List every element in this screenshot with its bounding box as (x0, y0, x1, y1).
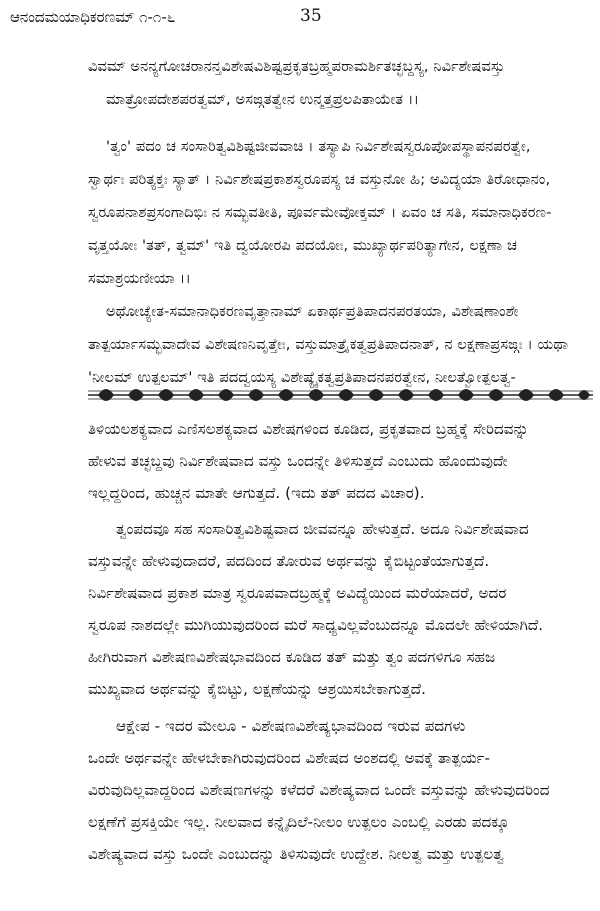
text-line: ಆಕ್ಷೇಪ - ಇದರ ಮೇಲೂ - ವಿಶೇಷಣವಿಶೇಷ್ಯಭಾವದಿಂದ ಇರುವ ಪದಗಳು (116, 717, 466, 735)
text-line: ತಿಳಿಯಲಶಕ್ಯವಾದ ಎಣಿಸಲಶಕ್ಯವಾದ ವಿಶೇಷಗಳಿಂದ ಕೂಡಿದ, ಪ್ರಕೃತವಾದ ಬ್ರಹ್ಮಕ್ಕೆ ಸೇರಿದವನ್ನು (88, 420, 529, 438)
text-line: ಸ್ವರೂಪನಾಶಪ್ರಸಂಗಾದಿಭಿಃ ನ ಸಮ್ಭವತೀತಿ, ಪೂರ್ವಮೇವೋಕ್ತಮ್ । ಏವಂ ಚ ಸತಿ, ಸಮಾನಾಧಿಕರಣ- (88, 204, 552, 221)
text-line: 'ನೀಲಮ್ ಉತ್ಪಲಮ್' ಇತಿ ಪದದ್ವಯಸ್ಯ ವಿಶೇಷ್ಯೈಕತ್ವಪ್ರತಿಪಾದನಪರತ್ವೇನ, ನೀಲತ್ವೋತ್ಪಲತ್ವ- (88, 369, 516, 386)
text-line: ವಸ್ತುವನ್ನೇ ಹೇಳುವುದಾದರೆ, ಪದದಿಂದ ತೋರುವ ಅರ್ಥವನ್ನು ಕೈಬಿಟ್ಟಂತೆಯಾಗುತ್ತದೆ. (88, 552, 490, 570)
text-line: ಅಥೋಚ್ಯೇತ-ಸಮಾನಾಧಿಕರಣವೃತ್ತಾನಾಮ್ ಏಕಾರ್ಥಪ್ರತಿಪಾದನಪರತಯಾ, ವಿಶೇಷಣಾಂಶೇ (106, 303, 519, 320)
text-line: ವಿವಮ್ ಅನನ್ಯಗೋಚರಾನನ್ತವಿಶೇಷವಿಶಿಷ್ಟಪ್ರಕೃತಬ್ರಹ್ಮಪರಾಮರ್ಶಿತಚ್ಛಬ್ದಸ್ಯ, ನಿರ್ವಿಶೇಷವಸ್ತು (88, 58, 505, 75)
text-line: ಲಕ್ಷಣೆಗೆ ಪ್ರಸಕ್ತಿಯೇ ಇಲ್ಲ. ನೀಲವಾದ ಕನ್ನೈದಿಲೆ-ನೀಲಂ ಉತ್ಪಲಂ ಎಂಬಲ್ಲಿ ಎರಡು ಪದಕ್ಕೂ (88, 813, 510, 831)
sanskrit-paragraph-2 (88, 130, 593, 295)
text-line: ತ್ವಂಪದವೂ ಸಹ ಸಂಸಾರಿತ್ವವಿಶಿಷ್ಟವಾದ ಜೀವವನ್ನೂ ಹೇಳುತ್ತದೆ. ಅದೂ ನಿರ್ವಿಶೇಷವಾದ (116, 520, 529, 538)
text-line: ಹೇಳುವ ತಚ್ಛಬ್ದವು ನಿರ್ವಿಶೇಷವಾದ ವಸ್ತು ಒಂದನ್ನೇ ತಿಳಿಸುತ್ತದೆ ಎಂಬುದು ಹೊಂದುವುದೇ (88, 452, 508, 470)
page-header (10, 6, 590, 32)
text-line: ವಿಶೇಷ್ಯವಾದ ವಸ್ತು ಒಂದೇ ಎಂಬುದನ್ನು ತಿಳಿಸುವುದೇ ಉದ್ದೇಶ. ನೀಲತ್ವ ಮತ್ತು ಉತ್ಪಲತ್ವ (88, 845, 504, 863)
kannada-paragraph-2 (88, 513, 593, 705)
text-line: ಸ್ವರೂಪ ನಾಶದಲ್ಲೇ ಮುಗಿಯುವುದರಿಂದ ಮರೆ ಸಾಧ್ಯವಿಲ್ಲವೆಂಬುದನ್ನೂ ಮೊದಲೇ ಹೇಳಿಯಾಗಿದೆ. (88, 616, 544, 634)
text-line: ಸಮಾಶ್ರಯಣೀಯಾ ।। (88, 270, 191, 287)
text-line: ವೃತ್ತಯೋಃ 'ತತ್, ತ್ವಮ್' ಇತಿ ದ್ವಯೋರಪಿ ಪದಯೋಃ, ಮುಖ್ಯಾರ್ಥಪರಿತ್ಯಾಗೇನ, ಲಕ್ಷಣಾ ಚ (88, 237, 518, 254)
text-line: ತಾತ್ಪರ್ಯಾಸಮ್ಭವಾದೇವ ವಿಶೇಷಣನಿವೃತ್ತೇಃ, ವಸ್ತುಮಾತ್ರೈಕತ್ವಪ್ರತಿಪಾದನಾತ್, ನ ಲಕ್ಷಣಾಪ್ರಸಙ್ಗಃ । ಯಥಾ (88, 336, 569, 353)
kannada-paragraph-1 (88, 413, 593, 509)
text-line: ಹೀಗಿರುವಾಗ ವಿಶೇಷಣವಿಶೇಷಭಾವದಿಂದ ಕೂಡಿದ ತತ್ ಮತ್ತು ತ್ವಂ ಪದಗಳಿಗೂ ಸಹಜ (88, 648, 496, 666)
sanskrit-paragraph-1 (88, 50, 593, 116)
text-line: ಇಲ್ಲದ್ದರಿಂದ, ಹುಚ್ಚನ ಮಾತೇ ಆಗುತ್ತದೆ. (ಇದು ತತ್ ಪದದ ವಿಚಾರ). (88, 484, 425, 502)
text-line: ಮಾತ್ರೋಪದೇಶಪರತ್ವಮ್, ಅಸಙ್ಗತತ್ವೇನ ಉನ್ಮತ್ತಪ್ರಲಪಿತಾಯೇತ ।। (106, 91, 420, 108)
decorative-divider-ornament (88, 380, 593, 410)
text-line: ವಿರುವುದಿಲ್ಲವಾದ್ದರಿಂದ ವಿಶೇಷಣಗಳನ್ನು ಕಳೆದರೆ ವಿಶೇಷ್ಯವಾದ ಒಂದೇ ವಸ್ತುವನ್ನು ಹೇಳುವುದರಿಂದ (88, 781, 550, 799)
text-line: 'ತ್ವಂ' ಪದಂ ಚ ಸಂಸಾರಿತ್ವವಿಶಿಷ್ಟಜೀವವಾಚಿ । ತಸ್ಯಾಪಿ ನಿರ್ವಿಶೇಷಸ್ವರೂಪೋಪಸ್ಥಾಪನಪರತ್ವೇ, (106, 138, 531, 155)
kannada-paragraph-3 (88, 710, 593, 870)
text-line: ಮುಖ್ಯವಾದ ಅರ್ಥವನ್ನು ಕೈಬಿಟ್ಟು, ಲಕ್ಷಣೆಯನ್ನು ಆಶ್ರಯಿಸಬೇಕಾಗುತ್ತದೆ. (88, 680, 426, 698)
text-line: ಸ್ವಾರ್ಥಃ ಪರಿತ್ಯಕ್ತಃ ಸ್ಯಾತ್ । ನಿರ್ವಿಶೇಷಪ್ರಕಾಶಸ್ವರೂಪಸ್ಯ ಚ ವಸ್ತುನೋ ಹಿ; ಅವಿದ್ಯಯಾ ತಿರೋಧಾನಂ, (88, 171, 551, 188)
running-title: ಆನಂದಮಯಾಧಿಕರಣಮ್ ೧-೧-೬ (10, 8, 176, 26)
text-line: ಒಂದೇ ಅರ್ಥವನ್ನೇ ಹೇಳಬೇಕಾಗಿರುವುದರಿಂದ ವಿಶೇಷದ ಅಂಶದಲ್ಲಿ ಅವಕ್ಕೆ ತಾತ್ಪರ್ಯ- (88, 749, 491, 767)
text-line: ನಿರ್ವಿಶೇಷವಾದ ಪ್ರಕಾಶ ಮಾತ್ರ ಸ್ವರೂಪವಾದಬ್ರಹ್ಮಕ್ಕೆ ಅವಿದ್ಯೆಯಿಂದ ಮರೆಯಾದರೆ, ಅದರ (88, 584, 507, 602)
page-number: 35 (300, 6, 322, 26)
